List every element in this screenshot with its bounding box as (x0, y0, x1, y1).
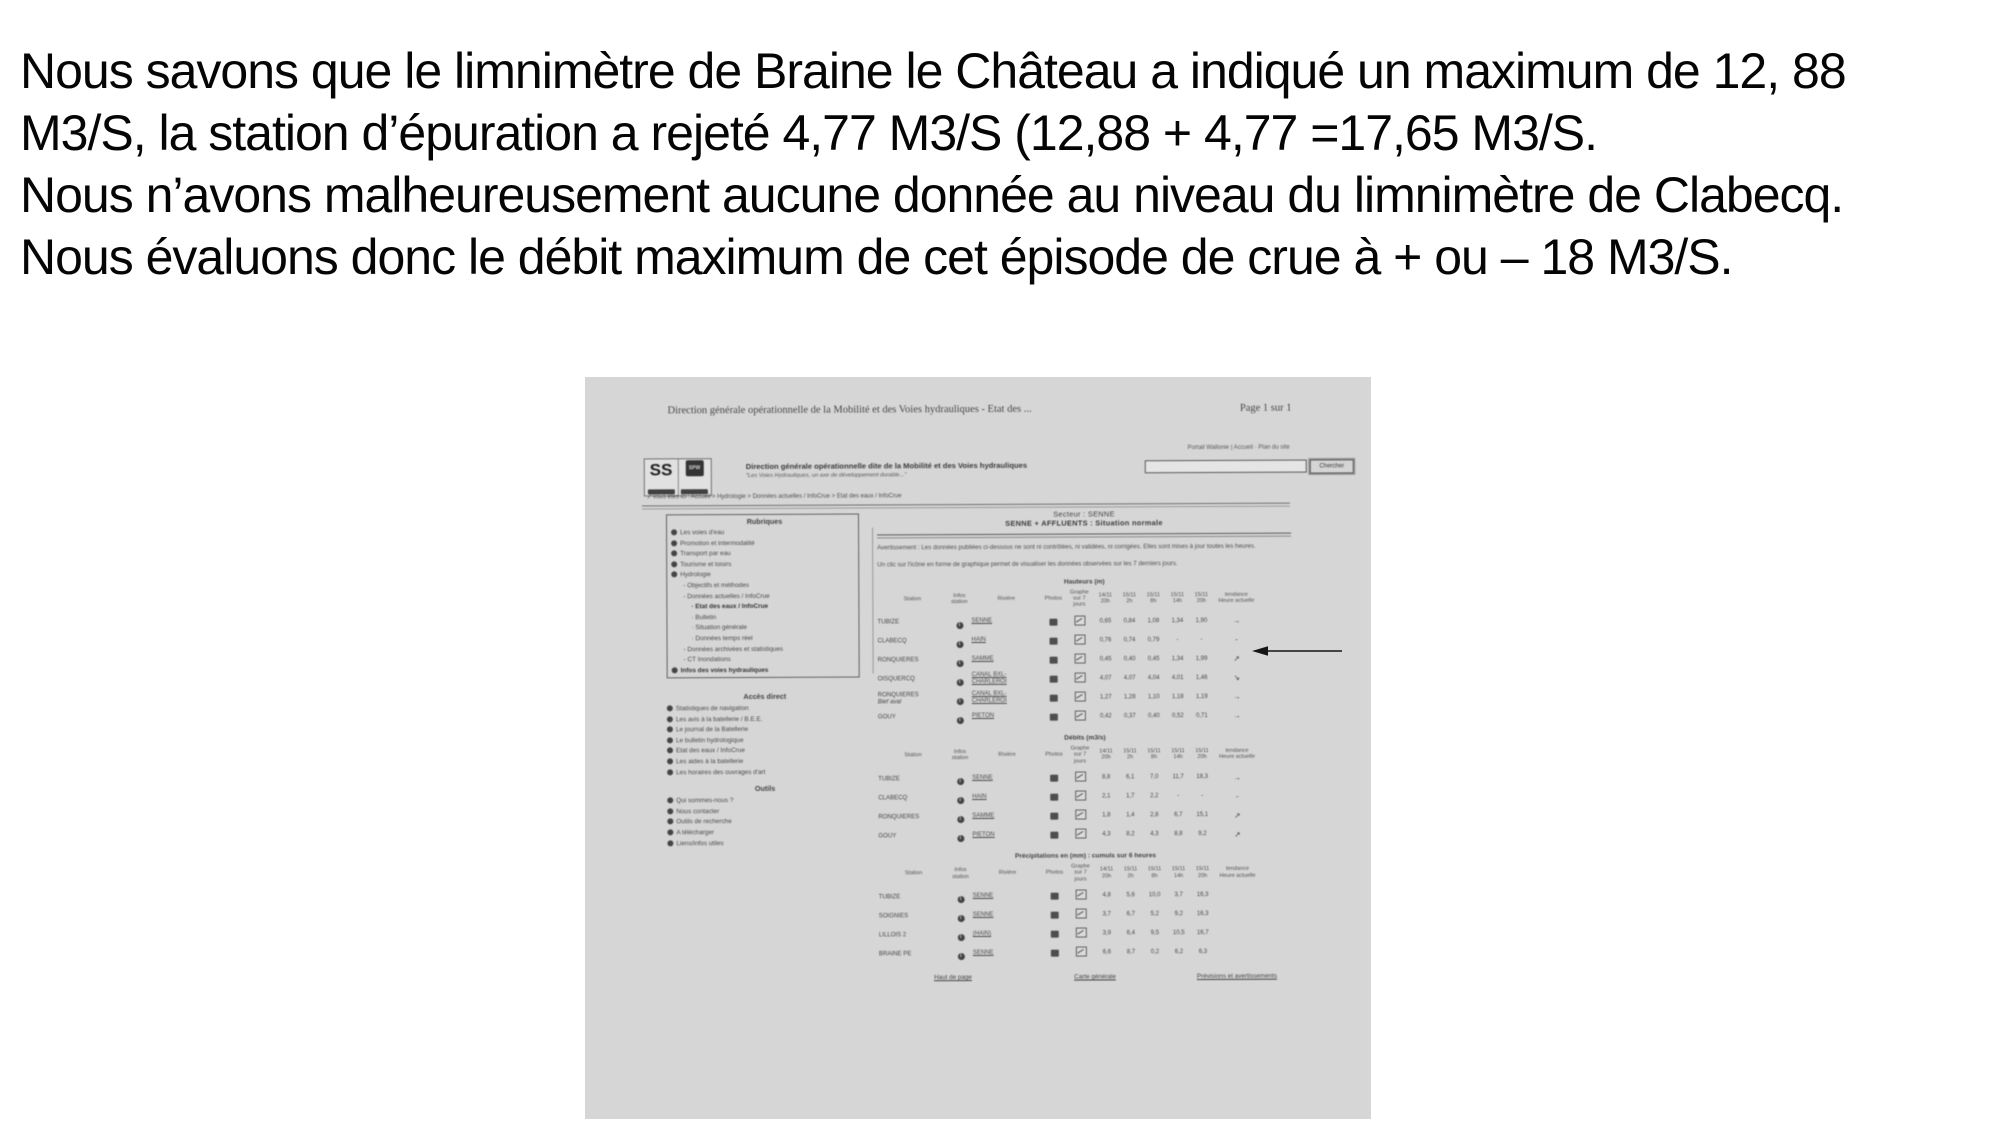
river-link[interactable]: SAMME (972, 812, 995, 819)
sidebar-link[interactable]: · Données temps réel (691, 634, 753, 643)
sector-title: Secteur : SENNE (1053, 509, 1115, 519)
graph-icon[interactable] (1074, 615, 1085, 625)
table (877, 586, 1292, 726)
sidebar-link[interactable]: Promotion et intermodalité (671, 538, 858, 549)
portal-links[interactable]: Portail Wallonie | Accueil · Plan du site (1187, 444, 1290, 452)
trend-arrow-icon: ↗ (1234, 810, 1241, 820)
divider (877, 536, 1291, 539)
sidebar-link[interactable]: Hydrologie (671, 570, 858, 581)
slide-text-line: Nous n’avons malheureusement aucune donnée au niveau du limnimètre de Clabecq. (20, 167, 1844, 223)
sidebar-link[interactable]: Les aides à la batellerie (667, 756, 863, 767)
measurement-value: 1,08 (1147, 618, 1160, 625)
river-link[interactable]: PIETON (972, 831, 995, 838)
column-header: 15/11 14h (1170, 591, 1185, 605)
column-header: tendance Heure actuelle (1218, 747, 1256, 761)
measurement-value: 0,2 (1150, 949, 1160, 956)
footer-links (907, 973, 1283, 983)
column-header: Infos station (951, 749, 969, 762)
measurement-value: 6,3 (1198, 949, 1208, 956)
photo-icon[interactable] (1049, 618, 1057, 625)
sidebar-link[interactable]: Qui sommes-nous ? (667, 796, 863, 807)
column-header: Photos (1045, 870, 1064, 877)
measurement-value: 0,45 (1147, 656, 1160, 663)
info-icon[interactable]: i (957, 896, 964, 903)
measurement-value: - (1201, 793, 1204, 800)
embedded-screenshot (585, 377, 1371, 1119)
measurement-value: 6,7 (1174, 812, 1183, 819)
bullet-icon (671, 572, 677, 578)
measurement-value: 1,4 (1126, 812, 1135, 819)
measurement-value: 7,0 (1149, 774, 1159, 781)
bullet-icon (667, 808, 673, 814)
measurement-value: 6,7 (1126, 911, 1135, 918)
column-header: Photos (1045, 751, 1063, 758)
column-header: 15/11 20h (1195, 866, 1210, 879)
sidebar-link[interactable]: · Situation générale (691, 624, 747, 632)
trend-arrow-icon: ↘ (1233, 673, 1240, 683)
measurement-value: 3,7 (1174, 892, 1183, 899)
column-header: 15/11 20h (1195, 748, 1209, 761)
column-header: Station (903, 596, 922, 603)
photo-icon[interactable] (1051, 931, 1059, 938)
footer-link[interactable]: Prévisions et avertissements (1196, 972, 1278, 981)
sidebar-link[interactable]: - Objectifs et méthodes (683, 581, 750, 590)
measurement-value: 8,7 (1126, 949, 1136, 956)
graph-icon[interactable] (1075, 928, 1086, 938)
bullet-icon (667, 797, 673, 803)
measurement-value: - (1177, 793, 1180, 800)
graph-icon[interactable] (1074, 691, 1085, 701)
measurement-value: 11,7 (1172, 774, 1184, 781)
trend-arrow-icon: - (1235, 791, 1239, 801)
photo-icon[interactable] (1051, 950, 1059, 957)
graph-icon[interactable] (1075, 810, 1086, 820)
print-header (668, 403, 1292, 417)
photo-icon[interactable] (1051, 893, 1059, 900)
bullet-icon (667, 748, 673, 754)
river-link[interactable]: SENNE (972, 949, 994, 956)
bullet-icon (667, 727, 673, 733)
table (878, 861, 1292, 963)
sidebar-link[interactable]: - Données archivées et statistiques (683, 645, 784, 653)
sidebar-link[interactable]: Les voies d'eau (671, 528, 858, 539)
sidebar-link[interactable]: Outils de recherche (667, 817, 863, 828)
footer-link[interactable]: Haut de page (934, 974, 972, 982)
measurement-value: - (1176, 636, 1179, 643)
column-header: 15/11 2h (1123, 866, 1138, 879)
column-header: Station (904, 752, 922, 759)
trend-arrow-icon: - (1235, 635, 1238, 645)
info-icon[interactable]: i (956, 660, 963, 667)
measurement-value: 10,0 (1148, 892, 1161, 899)
acces-direct-title: Accès direct (743, 691, 787, 702)
slide-paragraph (20, 40, 1995, 288)
measurement-value: - (1200, 636, 1203, 643)
measurement-value: 6,1 (1125, 774, 1135, 781)
column-header: 14/11 20h (1099, 866, 1114, 880)
breadcrumb[interactable]: /Vous êtes ici : Accueil > Hydrologie > Données actuelles / InfoCrue > Etat des eaux / InfoCrue (646, 493, 902, 501)
warning-text: Avertissement : Les données publiées ci-dessous ne sont ni contrôlées, ni validées, ni corrigées. Elles sont mises à jour toutes les heures. (877, 542, 1256, 552)
info-icon[interactable]: i (957, 797, 964, 804)
trend-arrow-icon: ↗ (1233, 654, 1240, 664)
measurement-value: 0,37 (1124, 713, 1136, 720)
measurement-value: 1,8 (1102, 812, 1111, 819)
measurement-value: 0,52 (1172, 712, 1184, 719)
measurement-value: 0,40 (1148, 713, 1160, 720)
measurement-value: 18,3 (1196, 774, 1208, 781)
station-name: GOUY (878, 831, 897, 839)
measurement-value: 1,19 (1195, 693, 1208, 700)
measurement-value: 1,10 (1147, 694, 1160, 701)
photo-icon[interactable] (1050, 775, 1058, 782)
info-icon[interactable]: i (957, 778, 964, 785)
river-link[interactable]: SENNE (972, 911, 994, 918)
sidebar-link[interactable]: - CT Inondations (683, 656, 731, 664)
sidebar-lower (667, 686, 864, 850)
measurement-value: 4,07 (1099, 675, 1112, 682)
column-header: Graphe sur 7 jours (1069, 589, 1089, 608)
column-header: Rivière (998, 870, 1017, 877)
column-header: Station (904, 870, 923, 877)
info-icon[interactable]: i (956, 622, 963, 629)
measurement-value: 5,2 (1150, 911, 1159, 918)
slide-text-line: Nous évaluons donc le débit maximum de cet épisode de crue à + ou – 18 M3/S. (20, 229, 1733, 285)
sidebar-title: Rubriques (746, 516, 783, 527)
river-link[interactable]: HAIN (972, 793, 987, 800)
sidebar-link[interactable]: Nous contacter (667, 806, 863, 817)
column-header: 14/11 20h (1099, 748, 1113, 761)
river-link[interactable]: SAMME (971, 656, 994, 663)
bullet-icon (667, 705, 673, 711)
measurement-value: 1,90 (1195, 617, 1208, 624)
trend-arrow-icon: → (1232, 616, 1241, 626)
station-name: CLABECQ (877, 637, 907, 645)
site-logo (644, 458, 712, 496)
station-name: OISQUERCQ (877, 675, 915, 683)
annotation-arrow (1252, 645, 1344, 657)
graph-icon[interactable] (1074, 634, 1085, 644)
footer-link[interactable]: Carte générale (1074, 973, 1116, 981)
station-name: TUBIZE (878, 774, 900, 782)
graph-icon[interactable] (1074, 672, 1085, 682)
slide-text-line: Nous savons que le limnimètre de Braine le Château a indiqué un maximum de 12, 88 (20, 43, 1846, 99)
graph-icon[interactable] (1075, 890, 1086, 900)
column-header: Rivière (998, 752, 1016, 759)
trend-arrow-icon: ↗ (1234, 829, 1241, 839)
graph-icon[interactable] (1075, 829, 1086, 839)
bullet-icon (671, 550, 677, 556)
sidebar-link[interactable]: Etat des eaux / InfoCrue (667, 746, 863, 757)
river-link[interactable]: SENNE (972, 892, 994, 899)
column-header: tendance Heure actuelle (1218, 591, 1255, 605)
spw-logo: SPW (685, 460, 703, 476)
measurement-value: 6,2 (1174, 949, 1184, 956)
sidebar-link[interactable]: - Données actuelles / InfoCrue (683, 592, 770, 600)
measurement-value: 2,2 (1150, 793, 1159, 800)
info-icon[interactable]: i (956, 641, 963, 648)
column-header: tendance Heure actuelle (1219, 866, 1256, 879)
sidebar-link[interactable]: Les horaires des ouvrages d'art (667, 767, 863, 778)
bullet-icon (671, 540, 677, 546)
table-title: Débits (m3/s) (1064, 734, 1106, 742)
column-header: Rivière (997, 595, 1016, 602)
column-header: 15/11 8h (1146, 592, 1161, 605)
measurement-value: 4,01 (1171, 674, 1184, 681)
bullet-icon (671, 561, 677, 567)
site-title: Direction générale opérationnelle dite de la Mobilité et des Voies hydrauliques (745, 460, 1028, 472)
measurement-value: 1,18 (1171, 693, 1184, 700)
river-link[interactable]: CANAL BXL- CHARLEROI (971, 690, 1007, 704)
column-header: 15/11 2h (1123, 748, 1137, 761)
column-header: 15/11 14h (1171, 866, 1186, 879)
column-header: 15/11 20h (1194, 591, 1209, 605)
measurement-value: 2,1 (1102, 793, 1111, 800)
measurement-value: 9,5 (1150, 930, 1159, 937)
station-name: RONQUIERES (878, 812, 920, 820)
bullet-icon (667, 819, 673, 825)
photo-icon[interactable] (1050, 656, 1058, 663)
measurement-value: 6,4 (1126, 930, 1135, 937)
wallonia-rooster-icon: SS (649, 460, 673, 480)
sidebar-link[interactable]: · Etat des eaux / InfoCrue (691, 603, 769, 611)
measurement-value: 0,45 (1099, 656, 1112, 663)
measurement-value: 1,27 (1099, 694, 1112, 701)
graph-icon[interactable] (1075, 947, 1086, 957)
table-title: Précipitations en (mm) : cumuls sur 6 heures (1014, 852, 1157, 860)
photo-icon[interactable] (1050, 675, 1058, 682)
photo-icon[interactable] (1051, 912, 1059, 919)
river-link[interactable]: (HAIN) (972, 930, 992, 937)
measurement-value: 15,1 (1196, 812, 1209, 819)
measurement-value: 0,74 (1123, 637, 1136, 644)
station-name: GOUY (877, 713, 896, 721)
info-icon[interactable]: i (957, 816, 964, 823)
station-name: TUBIZE (878, 893, 901, 901)
measurement-value: 3,9 (1102, 930, 1111, 937)
table-title: Hauteurs (m) (1063, 578, 1105, 586)
column-header: 15/11 14h (1171, 748, 1185, 761)
sidebar-rubriques (666, 514, 860, 679)
measurement-value: 0,71 (1196, 712, 1208, 719)
measurement-value: 3,7 (1102, 911, 1111, 918)
measurement-value: 4,3 (1150, 831, 1159, 838)
info-icon[interactable]: i (956, 717, 963, 724)
info-icon[interactable]: i (956, 698, 963, 705)
content-separator (872, 527, 874, 673)
sector-status: SENNE + AFFLUENTS : Situation normale (1005, 518, 1163, 528)
station-name: TUBIZE (877, 618, 900, 626)
photo-icon[interactable] (1050, 694, 1058, 701)
measurement-value: 16,7 (1196, 930, 1209, 937)
info-icon[interactable]: i (957, 934, 964, 941)
station-name: CLABECQ (878, 793, 908, 801)
station-name: SOIGNIES (878, 912, 909, 920)
print-page-number: Page 1 sur 1 (1239, 402, 1292, 414)
column-header: Graphe sur 7 jours (1070, 745, 1090, 765)
measurement-value: 10,5 (1172, 930, 1185, 937)
table (878, 742, 1292, 844)
graph-icon[interactable] (1075, 791, 1086, 801)
search-button[interactable]: Chercher (1310, 459, 1354, 473)
column-header: 15/11 2h (1122, 592, 1137, 605)
station-name: BRAINE PE (878, 950, 912, 958)
measurement-value: 0,42 (1100, 713, 1112, 720)
bullet-icon (672, 667, 678, 673)
measurement-value: 8,8 (1174, 831, 1183, 838)
measurement-value: 2,8 (1150, 812, 1159, 819)
column-header: Infos station (952, 867, 969, 880)
station-name: LILLOIS 2 (878, 931, 907, 939)
data-tables (877, 577, 1293, 962)
sidebar-link[interactable]: Les avis à la batellerie / B.E.E. (667, 714, 863, 725)
column-header: 15/11 8h (1147, 866, 1162, 879)
measurement-value: 0,40 (1123, 656, 1136, 663)
site-tagline: "Les Voies Hydrauliques, un axe de développement durable..." (745, 472, 907, 480)
measurement-value: 1,28 (1123, 694, 1136, 701)
bullet-icon (667, 737, 673, 743)
measurement-value: 4,04 (1147, 675, 1160, 682)
measurement-value: 0,79 (1147, 637, 1160, 644)
measurement-value: 0,84 (1123, 618, 1136, 625)
photo-icon[interactable] (1050, 832, 1058, 839)
trend-arrow-icon: → (1233, 692, 1241, 702)
sidebar-link[interactable]: A télécharger (667, 827, 863, 838)
sidebar-link[interactable]: Liens/infos utiles (667, 838, 863, 849)
river-link[interactable]: SENNE (972, 774, 993, 781)
sidebar-link[interactable]: Le journal de la Batellerie (667, 725, 863, 736)
graph-icon[interactable] (1074, 653, 1085, 663)
slide-text-line: M3/S, la station d’épuration a rejeté 4,77 M3/S (12,88 + 4,77 =17,65 M3/S. (20, 105, 1598, 161)
sidebar-link[interactable]: Infos des voies hydrauliques (672, 665, 859, 676)
sidebar-link[interactable]: Statistiques de navigation (667, 704, 863, 715)
measurement-value: 16,3 (1196, 911, 1209, 918)
info-icon[interactable]: i (957, 953, 964, 960)
graph-icon[interactable] (1074, 710, 1085, 720)
print-header-title: Direction générale opérationnelle de la Mobilité et des Voies hydrauliques - Etat des ... (667, 403, 1032, 417)
measurement-value: 1,46 (1195, 674, 1208, 681)
photo-icon[interactable] (1050, 813, 1058, 820)
river-link[interactable]: SENNE (971, 618, 993, 625)
trend-arrow-icon: → (1233, 711, 1241, 721)
info-icon[interactable]: i (957, 915, 964, 922)
search-input[interactable] (1145, 460, 1307, 474)
photo-icon[interactable] (1050, 713, 1058, 720)
station-name: RONQUIERES (877, 656, 919, 664)
bullet-icon (667, 758, 673, 764)
graph-icon[interactable] (1075, 909, 1086, 919)
breadcrumb-tab-edge: / (646, 494, 652, 501)
photo-icon[interactable] (1050, 794, 1058, 801)
measurement-value: 1,99 (1195, 655, 1208, 662)
column-header: Infos station (951, 592, 968, 606)
measurement-value: 1,34 (1171, 655, 1184, 662)
measurement-value: 8,2 (1126, 831, 1135, 838)
measurement-value: 1,7 (1126, 793, 1135, 800)
main-content (877, 509, 1293, 983)
measurement-value: 8,8 (1101, 774, 1111, 781)
sidebar-link[interactable]: Transport par eau (671, 549, 858, 560)
measurement-value: 0,65 (1099, 618, 1112, 625)
column-header: 15/11 8h (1147, 748, 1161, 761)
measurement-value: 16,3 (1196, 892, 1209, 899)
measurement-value: 5,6 (1126, 892, 1135, 899)
measurement-value: 9,2 (1174, 911, 1183, 918)
river-link[interactable]: CANAL BXL- CHARLEROI (971, 671, 1007, 685)
trend-arrow-icon: → (1233, 772, 1241, 782)
graph-hint-text: Un clic sur l'icône en forme de graphique permet de visualiser les données observées sur les 7 derniers jours. (877, 559, 1178, 569)
bullet-icon (667, 840, 673, 846)
measurement-value: 6,6 (1102, 949, 1112, 956)
sidebar-link[interactable]: Tourisme et loisirs (671, 559, 858, 570)
measurement-value: 0,76 (1099, 637, 1112, 644)
column-header: 14/11 20h (1098, 592, 1113, 605)
column-header: Graphe sur 7 jours (1071, 863, 1090, 883)
bullet-icon (671, 529, 677, 535)
river-link[interactable]: PIETON (971, 713, 995, 720)
bullet-icon (667, 829, 673, 835)
column-header: Photos (1044, 595, 1063, 602)
bullet-icon (667, 716, 673, 722)
river-link[interactable]: HAIN (971, 637, 986, 644)
outils-title: Outils (754, 784, 776, 794)
measurement-value: 4,8 (1102, 892, 1111, 899)
info-icon[interactable]: i (957, 835, 964, 842)
measurement-value: 1,34 (1171, 617, 1184, 624)
measurement-value: 9,2 (1198, 831, 1207, 838)
photo-icon[interactable] (1050, 637, 1058, 644)
graph-icon[interactable] (1075, 772, 1086, 782)
measurement-value: 4,07 (1123, 675, 1136, 682)
bullet-icon (667, 769, 673, 775)
station-name: RONQUIERES Bief aval (877, 691, 919, 706)
sidebar-link[interactable]: · Bulletin (691, 613, 717, 621)
info-icon[interactable]: i (956, 679, 963, 686)
sidebar-link[interactable]: Le bulletin hydrologique (667, 735, 863, 746)
measurement-value: 4,3 (1102, 831, 1111, 838)
